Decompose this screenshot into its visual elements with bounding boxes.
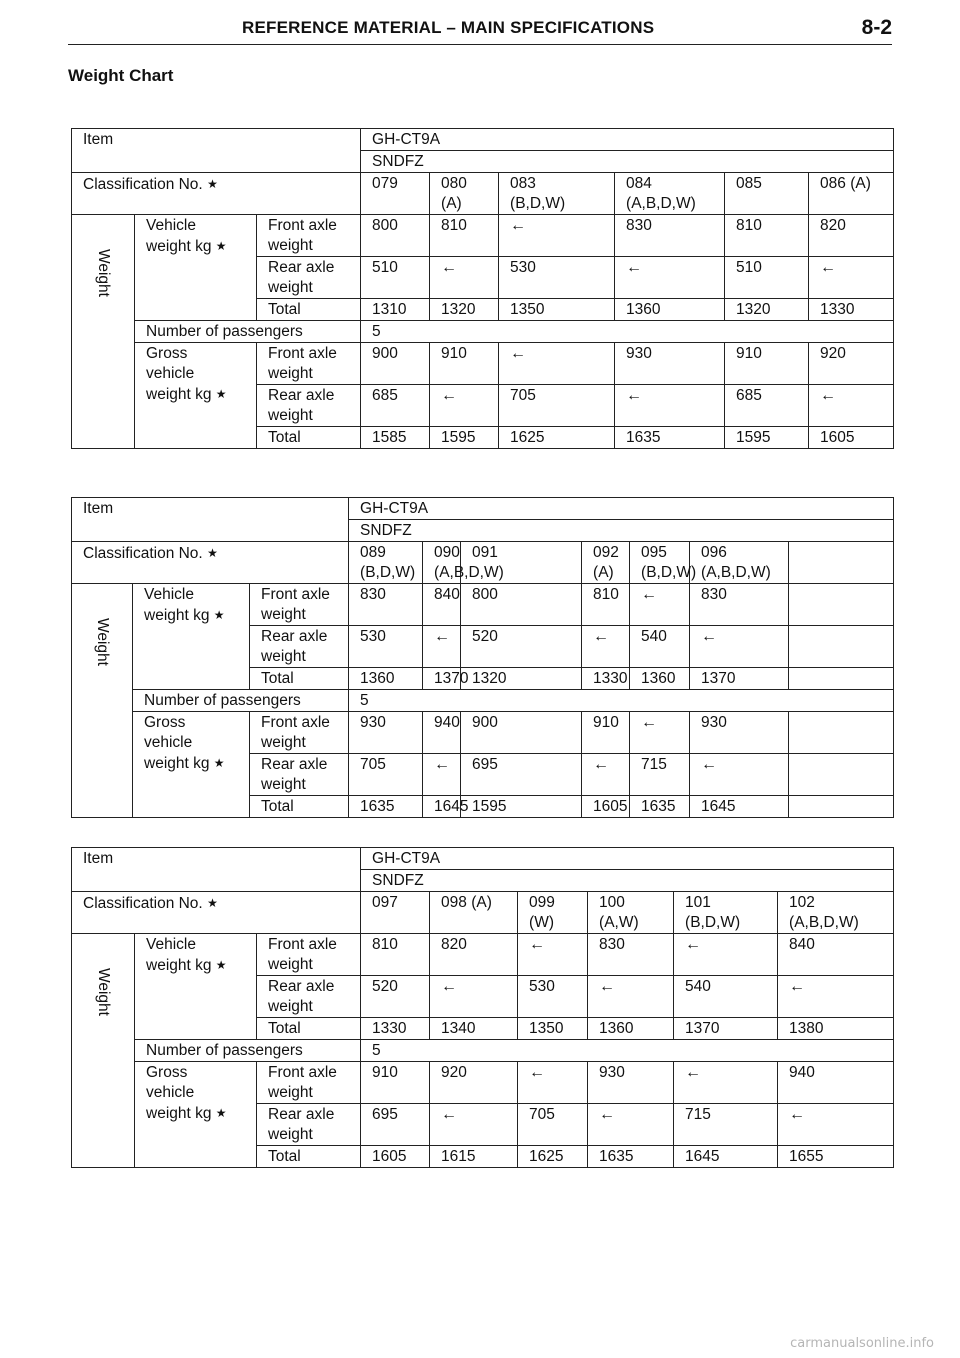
vehicle-total-weight: 1340 [430,1018,518,1040]
total-label: Total [257,299,361,321]
front-axle-label: Front axle weight [257,1062,361,1104]
gross-rear-axle-weight [690,754,789,796]
gross-total-weight: 1655 [778,1146,894,1168]
vehicle-total-weight: 1310 [361,299,430,321]
gross-front-axle-weight: 940 [778,1062,894,1104]
model-code: GH-CT9A [361,129,894,151]
table-row [72,498,894,520]
vehicle-rear-axle-weight [690,626,789,668]
gross-rear-axle-weight: 695 [361,1104,430,1146]
variant-code: SNDFZ [349,520,894,542]
vehicle-rear-axle-weight: 540 [674,976,778,1018]
gross-weight-label [135,1062,257,1168]
same-as-left-arrow-icon: ← [529,936,546,953]
gross-rear-axle-weight: 705 [499,385,615,427]
item-label-spacer [72,870,361,892]
empty-cell [789,712,894,754]
classification-label-text: Classification No. [83,545,203,562]
rear-axle-label: Rear axle weight [250,626,349,668]
same-as-left-arrow-icon: ← [441,387,458,404]
page-header [68,14,892,45]
vehicle-rear-axle-weight: 530 [349,626,423,668]
gross-total-weight: 1605 [361,1146,430,1168]
gross-total-weight: 1645 [423,796,461,818]
weight-group-label [72,584,133,818]
gross-weight-label-text: Gross vehicle weight kg [146,1064,212,1122]
gross-front-axle-weight: 920 [809,343,894,385]
gross-front-axle-weight: 930 [349,712,423,754]
star-icon: ★ [213,608,225,622]
same-as-left-arrow-icon: ← [641,714,658,731]
gross-front-axle-weight: 910 [582,712,630,754]
gross-total-weight: 1645 [674,1146,778,1168]
same-as-left-arrow-icon: ← [626,259,643,276]
same-as-left-arrow-icon: ← [510,217,527,234]
vehicle-rear-axle-weight: 540 [630,626,690,668]
gross-total-weight: 1635 [630,796,690,818]
gross-front-axle-weight: 900 [361,343,430,385]
gross-rear-axle-weight [582,754,630,796]
vehicle-weight-label [133,584,250,690]
same-as-left-arrow-icon: ← [789,978,806,995]
gross-rear-axle-weight [615,385,725,427]
same-as-left-arrow-icon: ← [789,1106,806,1123]
watermark-footer: carmanualsonline.info [790,1336,934,1351]
gross-rear-axle-weight: 715 [674,1104,778,1146]
star-icon: ★ [207,177,218,191]
classification-no: 091 [461,542,582,584]
vehicle-total-weight: 1320 [430,299,499,321]
gross-total-weight: 1615 [430,1146,518,1168]
gross-front-axle-weight [674,1062,778,1104]
passengers-value: 5 [361,1040,894,1062]
empty-cell [789,626,894,668]
vehicle-rear-axle-weight [423,626,461,668]
gross-weight-label [135,343,257,449]
gross-rear-axle-weight: 685 [725,385,809,427]
star-icon: ★ [213,756,225,770]
star-icon: ★ [215,239,227,253]
gross-total-weight: 1585 [361,427,430,449]
empty-cell [789,584,894,626]
vehicle-total-weight: 1320 [461,668,582,690]
rear-axle-label: Rear axle weight [257,385,361,427]
gross-total-weight: 1635 [615,427,725,449]
gross-front-axle-weight: 910 [361,1062,430,1104]
classification-no: 083 (B,D,W) [499,173,615,215]
star-icon: ★ [215,1106,227,1120]
table-row [72,1040,894,1062]
same-as-left-arrow-icon: ← [626,387,643,404]
same-as-left-arrow-icon: ← [529,1064,546,1081]
gross-total-weight: 1625 [499,427,615,449]
vehicle-total-weight: 1330 [809,299,894,321]
table-row [72,870,894,892]
same-as-left-arrow-icon: ← [441,978,458,995]
vehicle-weight-label-text: Vehicle weight kg [146,217,212,255]
same-as-left-arrow-icon: ← [593,756,610,773]
table-row [72,343,894,385]
model-code: GH-CT9A [349,498,894,520]
vehicle-rear-axle-weight: 510 [725,257,809,299]
table-row [72,321,894,343]
weight-vertical-label: Weight [94,618,111,666]
rear-axle-label: Rear axle weight [257,257,361,299]
gross-rear-axle-weight [430,385,499,427]
table-row [72,542,894,584]
item-label: Item [72,848,361,870]
gross-front-axle-weight: 900 [461,712,582,754]
passengers-label: Number of passengers [135,1040,361,1062]
weight-table-1 [71,128,894,449]
vehicle-rear-axle-weight: 530 [499,257,615,299]
gross-total-weight: 1605 [582,796,630,818]
vehicle-rear-axle-weight: 510 [361,257,430,299]
same-as-left-arrow-icon: ← [599,978,616,995]
table-row [72,129,894,151]
weight-vertical-label: Weight [95,968,112,1016]
same-as-left-arrow-icon: ← [441,259,458,276]
classification-label [72,542,349,584]
vehicle-rear-axle-weight [588,976,674,1018]
front-axle-label: Front axle weight [250,584,349,626]
table-row [72,151,894,173]
vehicle-total-weight: 1370 [423,668,461,690]
vehicle-rear-axle-weight: 520 [361,976,430,1018]
same-as-left-arrow-icon: ← [593,628,610,645]
table-row [72,1062,894,1104]
vehicle-front-axle-weight: 800 [461,584,582,626]
vehicle-front-axle-weight: 830 [615,215,725,257]
vehicle-rear-axle-weight [430,257,499,299]
total-label: Total [257,1018,361,1040]
vehicle-front-axle-weight: 830 [349,584,423,626]
classification-no: 101 (B,D,W) [674,892,778,934]
vehicle-rear-axle-weight [778,976,894,1018]
gross-front-axle-weight [518,1062,588,1104]
vehicle-weight-label-text: Vehicle weight kg [146,936,212,974]
gross-rear-axle-weight [809,385,894,427]
vehicle-front-axle-weight: 830 [588,934,674,976]
variant-code: SNDFZ [361,870,894,892]
vehicle-front-axle-weight: 810 [361,934,430,976]
classification-no: 092 (A) [582,542,630,584]
item-label-spacer [72,520,349,542]
star-icon: ★ [207,546,218,560]
classification-label [72,892,361,934]
same-as-left-arrow-icon: ← [434,628,451,645]
vehicle-total-weight: 1330 [361,1018,430,1040]
same-as-left-arrow-icon: ← [599,1106,616,1123]
vehicle-total-weight: 1360 [630,668,690,690]
vehicle-front-axle-weight: 810 [725,215,809,257]
table-row [72,584,894,626]
vehicle-rear-axle-weight: 530 [518,976,588,1018]
passengers-label: Number of passengers [133,690,349,712]
vehicle-front-axle-weight: 830 [690,584,789,626]
gross-total-weight: 1645 [690,796,789,818]
classification-no: 102 (A,B,D,W) [778,892,894,934]
same-as-left-arrow-icon: ← [701,756,718,773]
gross-front-axle-weight: 910 [430,343,499,385]
vehicle-rear-axle-weight: 520 [461,626,582,668]
empty-cell [789,754,894,796]
vehicle-front-axle-weight: 810 [430,215,499,257]
star-icon: ★ [207,896,218,910]
table-row [72,520,894,542]
vehicle-total-weight: 1330 [582,668,630,690]
weight-vertical-label: Weight [95,249,112,297]
gross-rear-axle-weight [778,1104,894,1146]
classification-label-text: Classification No. [83,176,203,193]
classification-label [72,173,361,215]
gross-rear-axle-weight [423,754,461,796]
passengers-value: 5 [361,321,894,343]
weight-table-2 [71,497,894,818]
classification-no: 085 [725,173,809,215]
same-as-left-arrow-icon: ← [701,628,718,645]
same-as-left-arrow-icon: ← [820,387,837,404]
gross-total-weight: 1595 [430,427,499,449]
same-as-left-arrow-icon: ← [510,345,527,362]
classification-no: 098 (A) [430,892,518,934]
vehicle-front-axle-weight: 800 [361,215,430,257]
vehicle-front-axle-weight [518,934,588,976]
gross-total-weight: 1595 [725,427,809,449]
total-label: Total [250,668,349,690]
weight-group-label [72,934,135,1168]
gross-front-axle-weight: 930 [615,343,725,385]
total-label: Total [257,427,361,449]
classification-label-text: Classification No. [83,895,203,912]
total-label: Total [257,1146,361,1168]
item-label-spacer [72,151,361,173]
page-header-title: REFERENCE MATERIAL – MAIN SPECIFICATIONS [242,18,655,37]
vehicle-weight-label [135,934,257,1040]
table-row [72,690,894,712]
front-axle-label: Front axle weight [257,215,361,257]
vehicle-total-weight: 1350 [518,1018,588,1040]
variant-code: SNDFZ [361,151,894,173]
table-row [72,892,894,934]
gross-weight-label-text: Gross vehicle weight kg [144,714,210,772]
weight-group-label [72,215,135,449]
item-label: Item [72,498,349,520]
same-as-left-arrow-icon: ← [434,756,451,773]
rear-axle-label: Rear axle weight [257,1104,361,1146]
gross-front-axle-weight: 940 [423,712,461,754]
classification-no: 084 (A,B,D,W) [615,173,725,215]
rear-axle-label: Rear axle weight [250,754,349,796]
gross-weight-label [133,712,250,818]
gross-rear-axle-weight [588,1104,674,1146]
empty-cell [789,796,894,818]
vehicle-total-weight: 1370 [690,668,789,690]
vehicle-total-weight: 1320 [725,299,809,321]
same-as-left-arrow-icon: ← [685,936,702,953]
gross-weight-label-text: Gross vehicle weight kg [146,345,212,403]
vehicle-total-weight: 1370 [674,1018,778,1040]
item-label: Item [72,129,361,151]
table-row [72,934,894,976]
star-icon: ★ [215,387,227,401]
classification-no: 096 (A,B,D,W) [690,542,789,584]
empty-cell [789,542,894,584]
vehicle-front-axle-weight [499,215,615,257]
classification-no: 095 (B,D,W) [630,542,690,584]
vehicle-front-axle-weight: 820 [430,934,518,976]
classification-no: 099 (W) [518,892,588,934]
gross-front-axle-weight: 920 [430,1062,518,1104]
gross-front-axle-weight: 910 [725,343,809,385]
gross-total-weight: 1595 [461,796,582,818]
gross-front-axle-weight: 930 [690,712,789,754]
front-axle-label: Front axle weight [257,934,361,976]
gross-total-weight: 1635 [588,1146,674,1168]
table-row [72,848,894,870]
classification-no: 100 (A,W) [588,892,674,934]
star-icon: ★ [215,958,227,972]
total-label: Total [250,796,349,818]
vehicle-total-weight: 1380 [778,1018,894,1040]
vehicle-weight-label [135,215,257,321]
same-as-left-arrow-icon: ← [685,1064,702,1081]
gross-rear-axle-weight: 685 [361,385,430,427]
classification-no: 080 (A) [430,173,499,215]
gross-total-weight: 1605 [809,427,894,449]
vehicle-total-weight: 1360 [615,299,725,321]
vehicle-front-axle-weight: 840 [778,934,894,976]
classification-no: 086 (A) [809,173,894,215]
rear-axle-label: Rear axle weight [257,976,361,1018]
vehicle-total-weight: 1350 [499,299,615,321]
same-as-left-arrow-icon: ← [641,586,658,603]
gross-total-weight: 1635 [349,796,423,818]
weight-table-3 [71,847,894,1168]
gross-front-axle-weight: 930 [588,1062,674,1104]
same-as-left-arrow-icon: ← [441,1106,458,1123]
vehicle-rear-axle-weight [809,257,894,299]
vehicle-front-axle-weight [674,934,778,976]
table-row [72,712,894,754]
vehicle-total-weight: 1360 [588,1018,674,1040]
gross-rear-axle-weight: 695 [461,754,582,796]
section-title: Weight Chart [68,66,174,85]
vehicle-rear-axle-weight [582,626,630,668]
gross-rear-axle-weight: 705 [349,754,423,796]
front-axle-label: Front axle weight [250,712,349,754]
gross-front-axle-weight [630,712,690,754]
vehicle-total-weight: 1360 [349,668,423,690]
gross-front-axle-weight [499,343,615,385]
vehicle-rear-axle-weight [615,257,725,299]
model-code: GH-CT9A [361,848,894,870]
classification-no: 079 [361,173,430,215]
vehicle-front-axle-weight: 820 [809,215,894,257]
classification-no: 097 [361,892,430,934]
gross-rear-axle-weight: 705 [518,1104,588,1146]
vehicle-front-axle-weight [630,584,690,626]
vehicle-front-axle-weight: 810 [582,584,630,626]
front-axle-label: Front axle weight [257,343,361,385]
vehicle-weight-label-text: Vehicle weight kg [144,586,210,624]
gross-total-weight: 1625 [518,1146,588,1168]
table-row [72,215,894,257]
classification-no: 089 (B,D,W) [349,542,423,584]
passengers-label: Number of passengers [135,321,361,343]
gross-rear-axle-weight [430,1104,518,1146]
vehicle-front-axle-weight: 840 [423,584,461,626]
table-row [72,173,894,215]
classification-no: 090 (A,B,D,W) [423,542,461,584]
passengers-value: 5 [349,690,894,712]
empty-cell [789,668,894,690]
page-number: 8-2 [861,16,892,39]
same-as-left-arrow-icon: ← [820,259,837,276]
gross-rear-axle-weight: 715 [630,754,690,796]
vehicle-rear-axle-weight [430,976,518,1018]
